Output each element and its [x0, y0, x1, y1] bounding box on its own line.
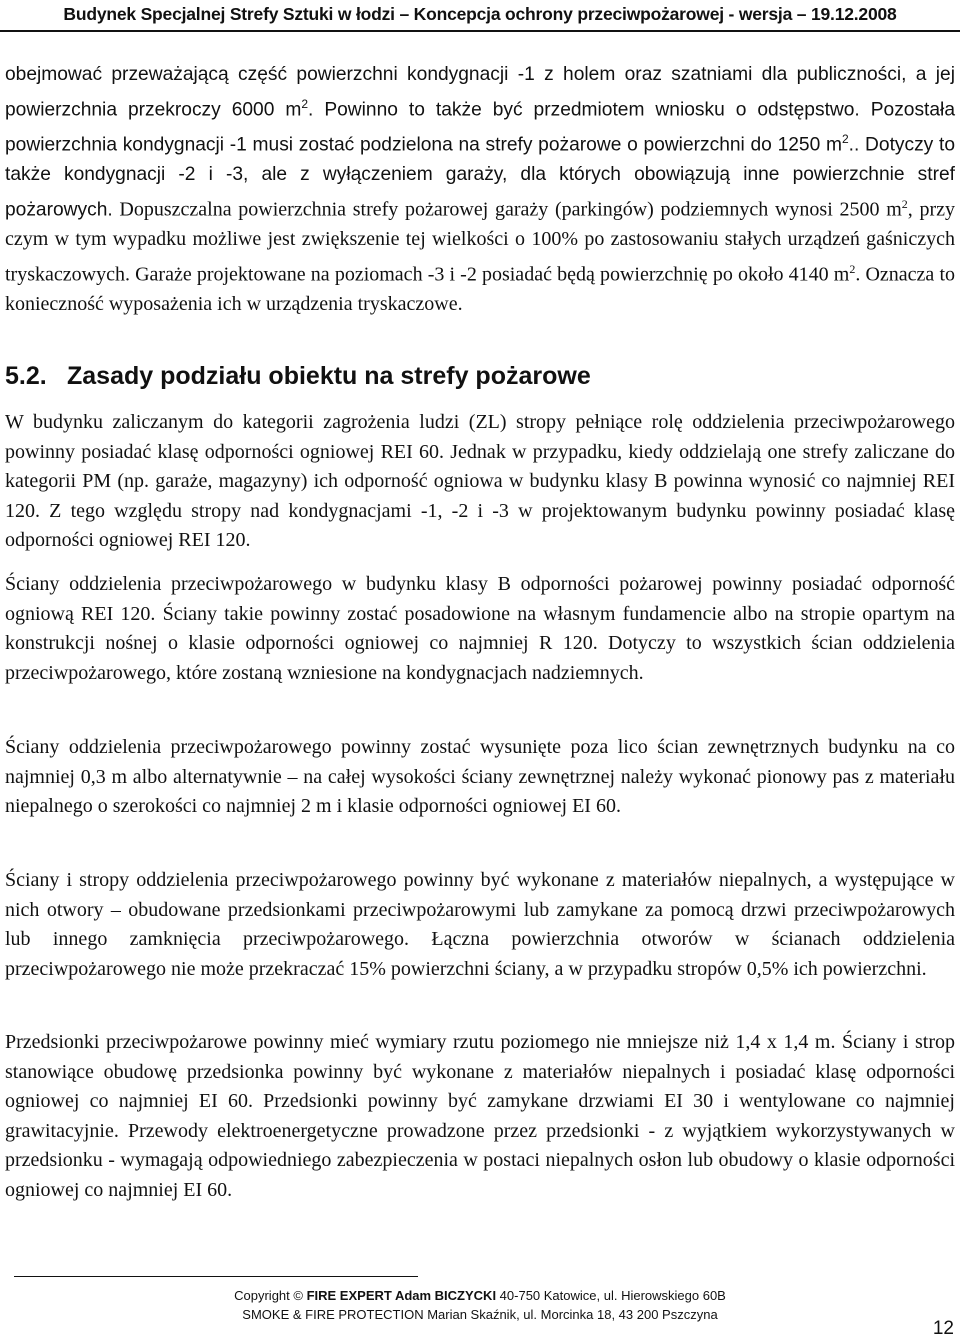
section-paragraph: Przedsionki przeciwpożarowe powinny mieć wymiary rzutu poziomego nie mniejsze niż 1,4 x 1,4 m. Ściany i strop stanowiące obudowę przedsionka powinny być wykonane z materiałów niepalnych i posiadać klasę odporności ogniowej co najmniej EI 60. Przedsionki powinny być zamykane drzwiami EI 30 i wentylowane co najmniej grawitacyjnie. Przewody elektroenergetyczne prowadzone przez przedsionki - z wyjątkiem wykorzystywanych w przedsionku - wymagają odpowiedniego zabezpieczenia w postaci niepalnych osłon lub obudowy o klasie odporności ogniowej co najmniej EI 60.	[5, 1031, 955, 1201]
footer-company-name: FIRE EXPERT Adam BICZYCKI	[306, 1288, 497, 1303]
section-paragraph: Ściany oddzielenia przeciwpożarowego powinny zostać wysunięte poza lico ścian zewnętrznych budynku na co najmniej 0,3 m albo alternatywnie – na całej wysokości ściany zewnętrznej należy wykonać pionowy pas z materiału niepalnego o szerokości co najmniej 2 m i klasie odporności ogniowej EI 60.	[5, 736, 955, 818]
intro-paragraph-block	[5, 60, 955, 319]
footer-divider	[14, 1276, 418, 1277]
section-title: Zasady podziału obiektu na strefy pożarowe	[67, 362, 591, 390]
footer-line-1	[0, 1286, 960, 1305]
intro-text-a: obejmować przeważającą część powierzchni kondygnacji -1 z holem oraz szatniami dla publiczności, a jej powierzchnia przekroczy 6000 m	[5, 64, 955, 121]
section-paragraph: Ściany oddzielenia przeciwpożarowego w budynku klasy B odporności pożarowej powinny posiadać odporność ogniową REI 120. Ściany takie powinny zostać posadowione na własnym fundamencie albo na stropie opartym na konstrukcji nośnej o klasie odporności ogniowej co najmniej R 120. Dotyczy to wszystkich ścian oddzielenia przeciwpożarowego, które zostaną wzniesione na kondygnacjach nadziemnych.	[5, 573, 955, 684]
intro-text-c: .. Dotyczy to także kondygnacji -2 i -3, ale z wyłączeniem garaży, dla których obowiązują inne powierzchnie stref pożarowych.	[5, 134, 955, 221]
footer-line-2: SMOKE & FIRE PROTECTION Marian Skaźnik, ul. Morcinka 18, 43 200 Pszczyna	[242, 1307, 718, 1322]
section-heading	[5, 362, 591, 391]
footer-address: 40-750 Katowice, ul. Hierowskiego 60B	[496, 1288, 726, 1303]
page-footer	[0, 1286, 960, 1324]
intro-text-b: . Powinno to także być przedmiotem wniosku o odstępstwo. Pozostała powierzchnia kondygnacji -1 musi zostać podzielona na strefy pożarowe o powierzchni do 1250 m	[5, 99, 955, 156]
page-number: 12	[932, 1318, 954, 1339]
intro-text-f: . Oznacza to konieczność wyposażenia ich w urządzenia tryskaczowe.	[5, 263, 955, 315]
intro-text-d: Dopuszczalna powierzchnia strefy pożarowej garaży (parkingów) podziemnych wynosi 2500 m	[112, 198, 902, 221]
superscript: 2	[901, 196, 908, 211]
footer-copyright: Copyright ©	[234, 1288, 307, 1303]
intro-text-e: , przy czym w tym wypadku możliwe jest zwiększenie tej wielkości o 100% po zastosowaniu stałych urządzeń gaśniczych tryskaczowych. Garaże projektowane na poziomach -3 i -2 posiadać będą powierzchnię po około 4140 m	[5, 198, 955, 286]
section-paragraph: W budynku zaliczanym do kategorii zagrożenia ludzi (ZL) stropy pełniące rolę oddzielenia przeciwpożarowego powinny posiadać klasę odporności ogniowej REI 60. Jednak w przypadku, kiedy oddzielają one strefy zaliczane do kategorii PM (np. garaże, magazyny) ich odporność ogniowa w budynku klasy B powinna wynosić co najmniej REI 120. Z tego względu stropy nad kondygnacjami -1, -2 i -3 w projektowanym budynku powinny posiadać klasę odporności ogniowej REI 120.	[5, 411, 955, 552]
section-paragraph: Ściany i stropy oddzielenia przeciwpożarowego powinny być wykonane z materiałów niepalnych, a występujące w nich otwory – obudowane przedsionkami przeciwpożarowymi lub zamykane za pomocą drzwi przeciwpożarowych lub innego zamknięcia przeciwpożarowego. Łączna powierzchnia otworów w ścianach oddzielenia przeciwpożarowego nie może przekraczać 15% powierzchni ściany, a w przypadku stropów 0,5% ich powierzchni.	[5, 869, 955, 980]
superscript: 2	[301, 96, 309, 111]
superscript: 2	[849, 261, 856, 276]
header-divider	[0, 30, 960, 32]
section-number: 5.2.	[5, 362, 47, 390]
page-header: Budynek Specjalnej Strefy Sztuki w łodzi – Koncepcja ochrony przeciwpożarowej - wersja – 19.12.2008	[63, 4, 897, 24]
superscript: 2	[841, 131, 849, 146]
intro-paragraph	[5, 60, 955, 319]
